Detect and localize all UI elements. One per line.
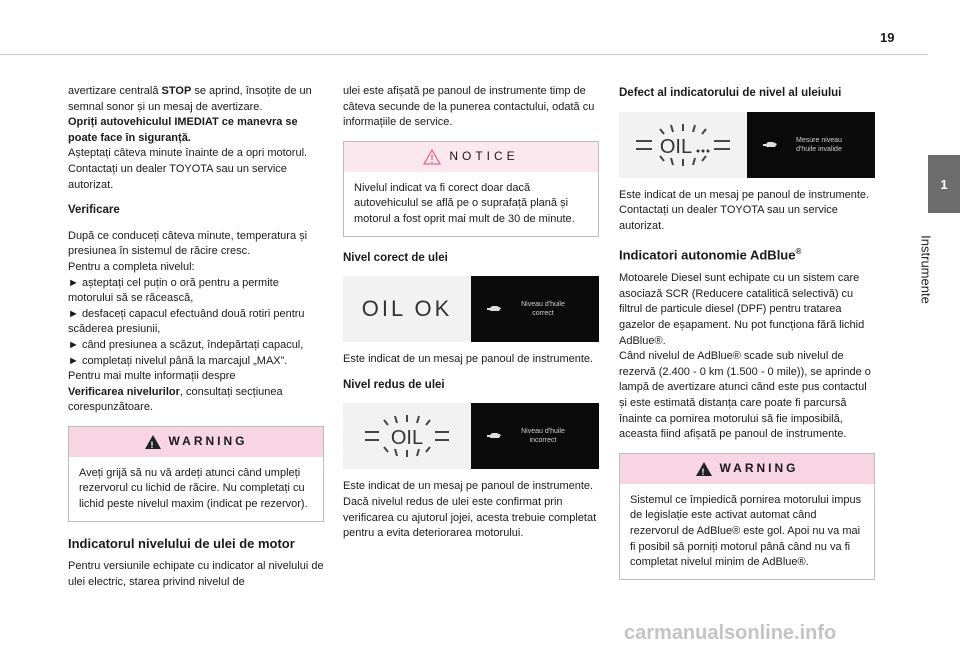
page-number: 19 <box>880 30 895 45</box>
chapter-tab-label: Instrumente <box>918 235 934 304</box>
oil-ok-message: Niveau d'huile correct <box>521 301 565 318</box>
watermark: carmanualsonline.info <box>624 622 837 644</box>
column-1 <box>68 84 324 600</box>
notice-box <box>343 141 599 237</box>
low-oil-caption: Este indicat de un mesaj pe panoul de instrumente. Dacă nivelul redus de ulei este confirmat prin verificarea cu ajutorul jojei, acesta trebuie completat pentru a evita deteriorarea motorului. <box>343 480 597 540</box>
warning-box-text: Sistemul ce împiedică pornirea motorului impus de legislație este activat automat când rezervorul de AdBlue® este gol. Apoi nu va mai fi posibil să porniți motorul până când nu va fi completat nivelul minim de AdBlue®. <box>630 493 862 569</box>
warning-triangle-icon: ! <box>145 435 161 449</box>
oil-continued-paragraph: ulei este afișată pe panoul de instrumente timp de câteva secunde de la punerea contactului, odată cu informațiile de service. <box>343 85 595 129</box>
oil-low-message: Niveau d'huile incorrect <box>521 428 565 445</box>
intro-paragraph: avertizare centrală STOP se aprind, însoțite de un semnal sonor și un mesaj de avertizare. Opriți autovehiculul IMEDIAT ce manevra se poate face în siguranță. Așteptați câteva minute înainte de a opri motorul. Contactați un dealer TOYOTA sau un service autorizat. <box>68 85 312 191</box>
warning-box-adblue <box>619 453 875 580</box>
oil-low-text: OIL <box>390 427 424 450</box>
notice-box-header: NOTICE <box>344 142 598 172</box>
column-3 <box>619 84 875 594</box>
oil-can-icon <box>761 140 779 150</box>
chapter-tab-number: 1 <box>940 176 948 192</box>
oil-indicator-heading: Indicatorul nivelului de ulei de motor <box>68 535 295 551</box>
defect-heading: Defect al indicatorului de nivel al uleiului <box>619 87 842 99</box>
oil-indicator-paragraph: Pentru versiunile echipate cu indicator al nivelului de ulei electric, starea privind nivelul de <box>68 560 324 588</box>
low-oil-heading: Nivel redus de ulei <box>343 378 445 391</box>
warning-box-header: ! WARNING <box>69 427 323 457</box>
adblue-paragraph: Motoarele Diesel sunt echipate cu un sistem care asociază SCR (Reducere catalitică selectivă) cu filtrul de particule diesel (DPF) pentru tratarea gazelor de eșapament. Nu pot funcționa fără lichid AdBlue®. Când nivelul de AdBlue® scade sub nivelul de rezervă (2.400 - 0 km (1.500 - 0 mile)), se aprinde o lampă de avertizare atunci când este pus contactul și este estimată distanța care poate fi parcursă înainte ca pornirea motorului să fie imposibilă, aceasta fiind afișată pe panoul de instrumente. <box>619 272 871 441</box>
oil-defect-symbol <box>628 120 738 170</box>
warning-box-header: ! WARNING <box>620 454 874 484</box>
oil-defect-message: Mesure niveau d'huile invalide <box>796 136 842 153</box>
adblue-heading: Indicatori autonomie AdBlue® <box>619 247 802 263</box>
oil-low-symbol <box>357 411 457 461</box>
notice-triangle-icon <box>423 149 441 165</box>
warning-triangle-icon: ! <box>696 462 712 476</box>
chapter-tab[interactable] <box>928 155 960 213</box>
warning-box-text: Aveți grijă să nu vă ardeți atunci când umpleți rezervorul cu lichid de răcire. Nu completați cu lichid peste nivelul maxim (indicat pe rezervor). <box>79 466 308 511</box>
correct-oil-heading: Nivel corect de ulei <box>343 251 448 264</box>
oil-defect-display <box>619 112 875 178</box>
correct-oil-caption: Este indicat de un mesaj pe panoul de instrumente. <box>343 353 594 366</box>
verificare-paragraph: După ce conduceți câteva minute, temperatura și presiunea în sistemul de răcire cresc. Pentru a completa nivelul: ► așteptați cel puțin o oră pentru a permite motorului să se răcească, ► desfaceți capacul efectuând două rotiri pentru scăderea presiunii, ► când presiunea a scăzut, îndepărtați capacul, ► completați nivelul până la marcajul „MAX”. Pentru mai multe informații despre Verificarea nivelurilor, consultați secțiunea corespunzătoare. <box>68 229 308 414</box>
oil-ok-text: OIL OK <box>361 296 453 322</box>
defect-caption: Este indicat de un mesaj pe panoul de instrumente. Contactați un dealer TOYOTA sau un service autorizat. <box>619 188 870 232</box>
oil-ok-display <box>343 276 599 342</box>
oil-can-icon <box>485 431 503 441</box>
oil-defect-text: OIL <box>659 135 693 158</box>
oil-low-display <box>343 403 599 469</box>
verificare-heading: Verificare <box>68 204 120 217</box>
notice-box-text: Nivelul indicat va fi corect doar dacă autovehiculul se află pe o suprafață plană și motorul a fost oprit mai mult de 30 de minute. <box>354 181 575 225</box>
column-2 <box>343 84 599 552</box>
header-rule <box>0 54 928 55</box>
oil-can-icon <box>485 304 503 314</box>
warning-box-coolant <box>68 426 324 522</box>
